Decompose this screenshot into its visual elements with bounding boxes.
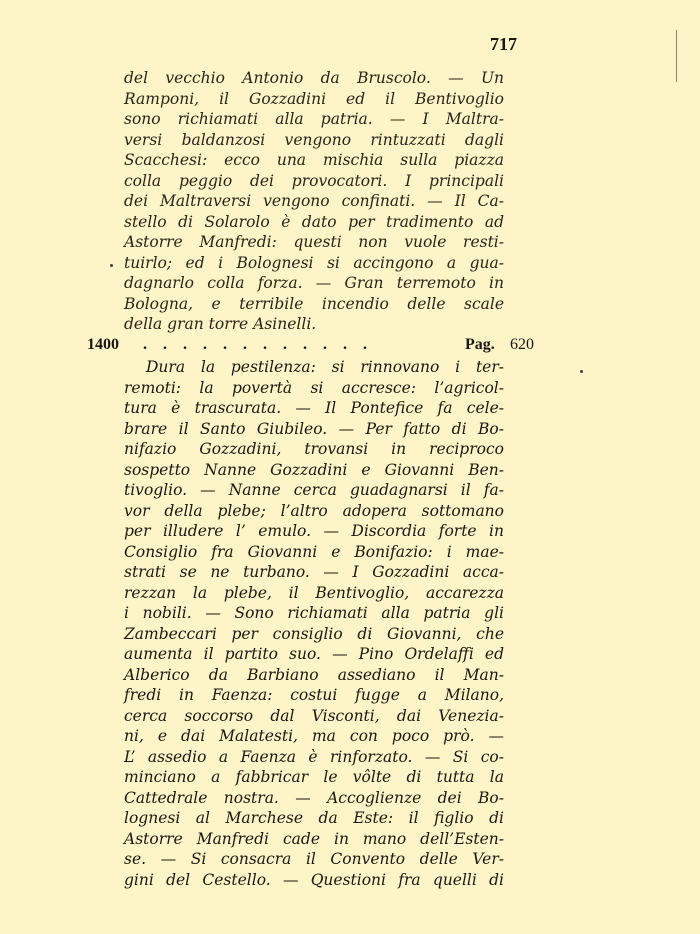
page-reference-label: Pag. [465,336,495,353]
text-line: L’ assedio a Faenza è rinforzato. — Si co- [124,747,504,766]
text-line: nifazio Gozzadini, trovansi in reciproco [124,440,504,458]
text-line: minciano a fabbricar le vôlte di tutta la [124,768,504,786]
text-line: della gran torre Asinelli. [124,315,317,333]
page-number: 717 [490,34,517,54]
text-line: tura è trascurata. — Il Pontefice fa cele- [124,399,504,417]
text-line: versi baldanzosi vengono rintuzzati dagli [124,130,504,149]
text-line: ni, e dai Malatesti, ma con poco prò. — [124,727,504,745]
text-line: i nobili. — Sono richiamati alla patria gli [124,604,504,622]
text-line: Zambeccari per consiglio di Giovanni, che [124,624,504,643]
text-line: se. — Si consacra il Convento delle Ver- [124,850,504,868]
dot-leaders: . . . . . . . . . . . . [143,336,373,353]
text-line: aumenta il partito suo. — Pino Ordelaffi ed [124,645,504,663]
text-line: Dura la pestilenza: si rinnovano i ter- [146,358,504,376]
text-line: tivoglio. — Nanne cerca guadagnarsi il fa- [124,481,504,499]
text-line: dei Maltraversi vengono confinati. — Il Ca- [124,192,504,210]
second-paragraph [124,357,504,890]
text-line: fredi in Faenza: costui fugge a Milano, [124,686,504,704]
text-line: Ramponi, il Gozzadini ed il Bentivoglio [124,89,504,108]
text-line: Cattedrale nostra. — Accoglienze dei Bo- [124,788,504,807]
year-entry [87,334,547,356]
text-line: vor della plebe; l’altro adopera sottomano [124,501,504,520]
text-line: gini del Cestello. — Questioni fra quelli di [124,870,504,889]
text-line: Scacchesi: ecco una mischia sulla piazza [124,151,504,169]
text-line: sono richiamati alla patria. — I Maltra- [124,110,504,128]
text-line: tuirlo; ed i Bolognesi si accingono a gua- [124,253,504,272]
text-line: strati se ne turbano. — I Gozzadini acca- [124,563,504,581]
page-reference-number: 620 [510,336,534,353]
text-line: rezzan la plebe, il Bentivoglio, accarezza [124,583,504,602]
text-line: cerca soccorso dal Visconti, dai Venezia- [124,706,504,725]
first-paragraph [124,68,504,335]
text-line: brare il Santo Giubileo. — Per fatto di Bo- [124,419,504,438]
margin-rule [676,30,677,82]
print-speck [580,370,583,373]
text-line: Bologna, e terribile incendio delle scale [124,294,504,313]
text-line: colla peggio dei provocatori. I principali [124,171,504,190]
text-line: Astorre Manfredi cade in mano dell’Esten- [124,829,504,848]
text-line: stello di Solarolo è dato per tradimento ad [124,212,504,231]
text-line: Astorre Manfredi: questi non vuole resti- [124,233,504,251]
text-line: dagnarlo colla forza. — Gran terremoto in [124,274,504,292]
text-line: sospetto Nanne Gozzadini e Giovanni Ben- [124,460,504,479]
text-line: remoti: la povertà si accresce: l’agricol- [124,378,504,397]
year-heading: 1400 [87,336,119,353]
text-line: lognesi al Marchese da Este: il figlio di [124,809,504,827]
print-speck [110,264,113,267]
text-line: Consiglio fra Giovanni e Bonifazio: i mae- [124,542,504,561]
text-line: per illudere l’ emulo. — Discordia forte in [124,522,504,540]
text-line: Alberico da Barbiano assediano il Man- [124,665,504,684]
text-line: del vecchio Antonio da Bruscolo. — Un [124,69,504,87]
